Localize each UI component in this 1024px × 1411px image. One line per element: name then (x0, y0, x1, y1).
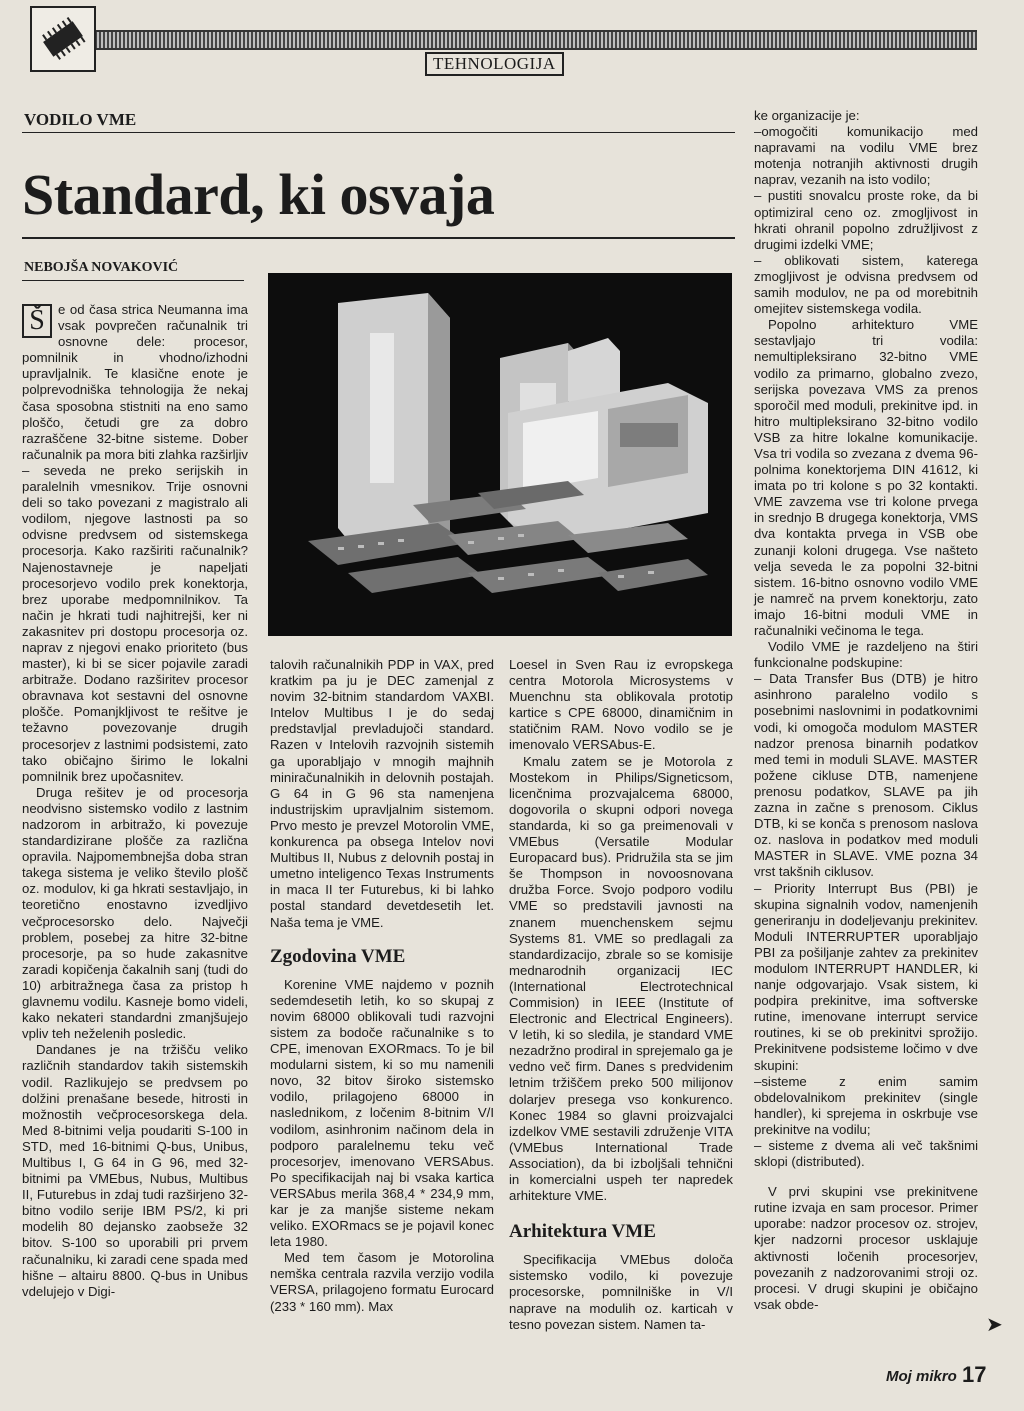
paragraph: Med tem časom je Motorolina nemška centrala razvila verzijo vodila VERSA, prilagojeno formatu Eurocard (233 * 160 mm). Max (270, 1250, 494, 1314)
paragraph: ke organizacije je: (754, 108, 860, 123)
list-item: – pustiti snovalcu proste roke, da bi optimiziral ceno oz. zmogljivost in hkrati ohranil popolno združljivost z drugimi izdelki VME; (754, 188, 978, 252)
headline-rule (22, 237, 735, 239)
column-2 (270, 657, 494, 1315)
section-heading-architecture: Arhitektura VME (509, 1221, 656, 1243)
paragraph: V prvi skupini vse prekinitvene rutine izvaja en sam procesor. Primer uporabe: nadzor procesov oz. strojev, kjer nadzorni procesor usklajuje aktivnosti ločenih procesorjev, povezanih z nadzorovanimi stroji oz. procesi. V drugi skupini je običajno vsak obde- (754, 1184, 978, 1312)
section-heading-history: Zgodovina VME (270, 945, 406, 967)
byline: NEBOJŠA NOVAKOVIĆ (24, 260, 179, 275)
paragraph: talovih računalnikih PDP in VAX, pred kratkim pa ju je DEC zamenjal z novim 32-bitnim standardom VAXBI. Intelov Multibus I je do sedaj predstavljal prevladujoči standard. Razen v Intelovih razvojnih sistemih ga uporabljajo v mnogih majhnih miniračunalnikih in delovnih postajah. G 64 in G 96 sta namenjena industrijskim upravljalnim sistemom. Prvo mesto je prevzel Motorolin VME, konkurenca pa obsega Intelov novi Multibus II, Nubus z delovnih postaj in umetno inteligenco Texas Instruments in maca II ter Futurebus, ki bi lahko postal standard devetdesetih let. Naša tema je VME. (270, 657, 494, 930)
paragraph: Korenine VME najdemo v poznih sedemdesetih letih, ko so skupaj z novim 68000 oblikovali tudi razvojni sistem za bodoče računalnike s to CPE, imenovan EXORmacs. To je bil modularni sistem, ki so mu namenili novo, 32 bitov široko sistemsko vodilo, prilagojeno 68000 in naslednikom, z ločenim 8-bitnim V/I vodilom, asinhronim načinom dela in podporo paralelnemu teku več procesorjev, imenovano VERSAbus. Po specifikacijah naj bi vsaka kartica VERSAbus merila 368,4 * 234,9 mm, kar je za manjše sisteme nekam veliko. EXORmacs se je pojavil konec leta 1980. (270, 976, 494, 1250)
paragraph: Kmalu zatem se je Motorola z Mostekom in Philips/Signeticsom, licenčnima prozvajalcema 68000, dogovorila o skupni odpori novega standarda, ki so ga preimenovali v VMEbus (Versatile Modular Europacard bus). Pridružila sta se jim še Thompson in novoosnovana družba Force. Svojo podporo vodilu VME so predstavili javnosti na znanem muenchenskem sejmu Systems 81. VME so predlagali za standardizacijo, zbrale so se komisije mednarodnih organizacij IEC (International Electrotechnical Commision) in IEEE (Institute of Electronic and Electrical Engineers). V letih, ki so sledila, je standard VME nezadržno prodiral in sprejemalo ga je vedno več firm. Danes s predvidenim letnim tržiščem preko 500 milijonov dolarjev presega vso konkurenco. Konec 1984 so glavni proizvajalci izdelkov VME sestavili združenje VITA (VMEbus International Trade Association), da bi izboljšali tehnični in komercialni uspeh ter napredek arhitekture VME. (509, 753, 733, 1204)
list-item: – Data Transfer Bus (DTB) je hitro asinhrono paralelno vodilo s posebnimi naslovnimi in podatkovnimi vodi, ki omogoča modulom MASTER nadzor prenosa binarnih podatkov med temi in moduli SLAVE. MASTER požene cikluse DTB, namenjene prenosu podatkov, SLAVE pa jih zazna in začne s prenosom. Ciklus DTB, ki se konča s prenosom naslova oz. naslova in podatkov med moduli MASTER in SLAVE. VME pozna 34 vrst takšnih ciklusov. (754, 671, 978, 880)
paragraph: Vodilo VME je razdeljeno na štiri funkcionalne podskupine: (754, 639, 978, 671)
column-3 (509, 657, 733, 1333)
list-item: –sisteme z enim samim obdelovalnikom prekinitev (single handler), ki sprejema in oskrbuje vse prekinitve na vodilu; (754, 1073, 978, 1137)
photo-vme-systems (268, 273, 732, 636)
page-number: 17 (962, 1362, 987, 1387)
paragraph: Loesel in Sven Rau iz evropskega centra Motorola Microsystems v Muenchnu sta oblikovala prototip kartice s CPE 68000, dinamičnim in statičnim RAM. Novo vodilo se je imenovalo VERSAbus-E. (509, 657, 733, 753)
paragraph: Specifikacija VMEbus določa sistemsko vodilo, ki povezuje procesorske, pomnilniške in V/I naprave na modulih oz. karticah v tesno povezan sistem. Namen ta- (509, 1252, 733, 1332)
list-item: – sisteme z dvema ali več takšnimi sklopi (distributed). (754, 1138, 978, 1170)
list-item: – oblikovati sistem, katerega zmogljivost je odvisna predvsem od samih modulov, ne pa od morebitnih omejitev sistemskega vodila. (754, 252, 978, 317)
byline-rule (22, 280, 244, 281)
magazine-name: Moj mikro (886, 1368, 957, 1385)
section-logo (30, 6, 96, 72)
section-tag: TEHNOLOGIJA (425, 52, 564, 76)
paragraph: Dandanes je na tržišču veliko različnih standardov takih sistemskih vodil. Razlikujejo se predvsem po dolžini prenašane besede, hitrosti in možnostih večprocesorskega dela. Med 8-bitnimi velja poudariti S-100 in STD, med 16-bitnimi Q-bus, Unibus, Multibus I, G 64 in G 96, med 32-bitnimi pa VMEbus, Nubus, Multibus II, Futurebus in zdaj tudi razširjeno 32-bitno vodilo serije IBM PS/2, ki pri modelih 80 dejansko zaobseže 32 bitov. S-100 so uporabili pri prvem računalniku, ki zaradi cene spada med hišne – altairu 8800. Q-bus in Unibus vdelujejo v Digi- (22, 1042, 248, 1299)
page-title: Standard, ki osvaja (22, 162, 495, 227)
computer-equipment-illustration (268, 273, 732, 636)
list-item: –omogočiti komunikacijo med napravami na vodilu VME brez motenja notranjih aktivnosti drugih naprav, vezanih na isto vodilo; (754, 124, 978, 188)
arrow-right-icon: ➤ (986, 1314, 1003, 1336)
kicker: VODILO VME (24, 110, 137, 129)
paragraph: Š e od časa strica Neumanna ima vsak povprečen računalnik tri osnovne dele: procesor, pomnilnik in vhodno/izhodni upravljalnik. Te klasične enote je polprevodniška tehnologija že nekaj časa sposobna stistniti na eno samo ploščo, četudi gre za dobro razraščene 32-bitne sisteme. Dober računalnik pa mora biti zlahka razširljiv – seveda ne preko serijskih in paralelnih vmesnikov. Trije osnovni deli so tako povezani z magistralo ali vodilom, njegove lastnosti pa so odvisne predvsem od sistemskega procesorja. Kako razširiti računalnik? Najenostavneje je napeljati procesorjevo vodilo prek konektorja, brez uporabe medpomnilnikov. Ta način je hkrati tudi najhitrejši, ker ni zakasnitev pri dostopu procesorja oz. naprav z njegovi enako prioriteto (bus master), ki bi se sicer pojavile zaradi arbitraže. Dodano razširitev procesor obravnava kot sestavni del osnovne plošče. Pomanjkljivost te rešitve je težavno povezovanje drugih procesorjev z lastnimi podsistemi, zato tako običajno širimo le lokalni pomnilnik brez upočasnitev. (22, 302, 248, 784)
column-4 (754, 108, 978, 1313)
drop-cap: Š (22, 304, 52, 338)
column-1 (22, 302, 248, 1300)
paragraph: Druga rešitev je od procesorja neodvisno sistemsko vodilo z lastnim nadzorom in arbitražo, ki povezuje standardizirane plošče za različna opravila. Najpomembnejša doba stran takega sistema je veliko število plošč oz. modulov, ki ga hkrati sestavljajo, in teoretično enostavno izvedljivo večprocesorsko delo. Največji problem, posebej za hitre 32-bitne procesorje, pa so hude zakasnitve zaradi kopičenja čakalnih sanj (tudi do 10) arbitražnega časa za pristop h glavnemu vodilu. Kasneje bomo videli, kako nekateri standardni zmanjšujejo vpliv teh neželenih posledic. (22, 784, 248, 1042)
header-rule (95, 30, 977, 50)
paragraph: Popolno arhitekturo VME sestavljajo tri vodila: nemultipleksirano 32-bitno VME vodilo za primarno, globalno zvezo, serijska povezava VMS za prenos sporočil med moduli, prekinitve ipd. in hitro multipleksirano 32-bitno vodilo VSB za hitre lokalne komunikacije. Vsa tri vodila so zvezana z dvema 96-polnima konektorjema DIN 41612, ki imata po tri kolone s po 32 kontakti. VME zavzema vse tri kolone prvega in srednjo B drugega konektorja, VMS dva kontakta prvega in VSB obe zunanji koloni drugega. Vse našteto velja seveda le za popolni 32-bitni sistem. 16-bitno osnovno vodilo VME je namreč na prvem konektorju, zato imajo 16-bitni moduli VME in računalniki večinoma le tega. (754, 317, 978, 638)
microchip-icon (32, 8, 94, 70)
list-item: – Priority Interrupt Bus (PBI) je skupina signalnih vodov, namenjenih generiranju in dodeljevanju prekinitev. Moduli INTERRUPTER uporabljajo PBI za pošiljanje zahtev za prekinitev modulom INTERRUPT HANDLER, ki nanje odgovarjajo. Vsak sistem, ki podpira prekinitve, ima softverske rutine, imenovane interrupt service routines, ki se ob prekinitvi sprožijo. Prekinitvene podsisteme ločimo v dve skupini: (754, 880, 978, 1073)
kicker-rule (22, 132, 735, 133)
